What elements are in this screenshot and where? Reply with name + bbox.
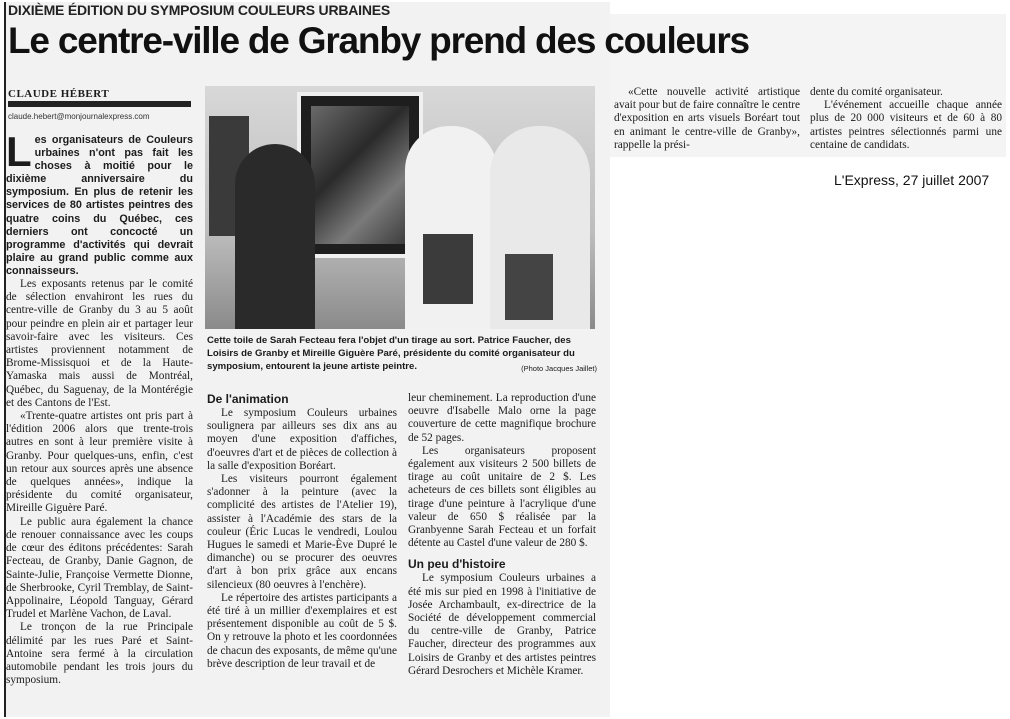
paragraph: Le tronçon de la rue Principale délimité par les rues Paré et Saint-Antoine sera fermé à la circulation automobile pendant les trois jours du symposium.: [6, 621, 193, 687]
paragraph: Le symposium Couleurs urbaines a été mis sur pied en 1998 à l'initiative de Josée Archambault, ex-directrice de la Société de développement commercial du centre-ville de Granby, Patrice Faucher, directeur des programmes aux Loisirs de Granby et des artistes peintres Gérard Desrochers et Michèle Kramer.: [408, 572, 596, 677]
headline: Le centre-ville de Granby prend des couleurs: [8, 20, 749, 61]
paragraph: Le symposium Couleurs urbaines soulignera par ailleurs ses dix ans au moyen d'une exposition d'affiches, d'oeuvres d'art et de pièces de collection à la salle d'exposition Boréart.: [207, 407, 397, 472]
paragraph: leur cheminement. La reproduction d'une oeuvre d'Isabelle Malo orne la page couverture de cette magnifique brochure de 52 pages.: [408, 392, 596, 444]
paragraph: Les visiteurs pourront également s'adonner à la peinture (avec la complicité des artistes de l'Atelier 19), assister à l'Académie des stars de la couleur (Éric Lucas le vendredi, Loulou Hugues le samedi et Marie-Ève Dupré le dimanche) ou se procurer des oeuvres d'art à bon prix grâce aux encans silencieux (80 oeuvres à l'enchère).: [207, 473, 397, 591]
byline-rule: [8, 101, 191, 107]
article-photo: [205, 86, 595, 329]
paragraph: L'événement accueille chaque année plus de 20 000 visiteurs et de 60 à 80 artistes peintres sélectionnés parmi une centaine de candidats.: [810, 99, 1002, 151]
byline: CLAUDE HÉBERT: [8, 88, 110, 100]
paragraph: Les exposants retenus par le comité de sélection envahiront les rues du centre-ville de Granby du 3 au 5 août pour peindre en plein air et partager leur savoir-faire avec les visiteurs. Ces artistes proviennent notamment de Brome-Missisquoi et de la Haute-Yamaska mais aussi de Montréal, Québec, du Saguenay, de la Montérégie et des Cantons de l'Est.: [6, 278, 193, 409]
column-1: [6, 128, 193, 687]
lead-text: es organisateurs de Couleurs urbaines n'ont pas fait les choses à moitié pour le dixième anniversaire du symposium. En plus de retenir les services de 80 artistes peintres des quatre coins du Québec, ces derniers ont concocté un programme d'activités qui devrait plaire au grand public comme aux connaisseurs.: [6, 134, 193, 277]
source-note: L'Express, 27 juillet 2007: [834, 172, 990, 188]
continuation-column-2: [810, 86, 1002, 152]
author-email: claude.hebert@monjournalexpress.com: [8, 112, 150, 121]
paragraph: «Trente-quatre artistes ont pris part à l'édition 2006 alors que trente-trois autres en sont à leur première visite à Granby. Pour quelques-uns, enfin, c'est un retour aux sources après une absence de quelques années», indique la présidente du comité organisateur, Mireille Giguère Paré.: [6, 410, 193, 515]
subheading: De l'animation: [207, 392, 289, 406]
photo-caption: [207, 334, 597, 375]
kicker: DIXIÈME ÉDITION DU SYMPOSIUM COULEURS URBAINES: [8, 2, 391, 18]
paragraph: dente du comité organisateur.: [810, 86, 943, 98]
paragraph: Le répertoire des artistes participants a été tiré à un millier d'exemplaires et est présentement disponible au coût de 5 $. On y retrouve la photo et les coordonnées de chacun des exposants, de même qu'une brève description de leur travail et de: [207, 591, 397, 670]
drop-cap: L: [6, 128, 32, 175]
column-2: [207, 392, 397, 671]
photo-shirt-print: [423, 234, 473, 304]
column-3: [408, 392, 596, 678]
lead-paragraph: [6, 128, 193, 278]
photo-credit: (Photo Jacques Jaillet): [521, 364, 597, 374]
paragraph: Le public aura également la chance de renouer connaissance avec les coups de cœur des éditons précédentes: Sarah Fecteau, de Granby, Danie Gagnon, de Sainte-Julie, Françoise Vermette Dionne, de Sherbrooke, Cyril Tremblay, de Saint-Appolinaire, Léopold Tanguay, Gérard Trudel et Marlène Vachon, de Laval.: [6, 515, 193, 621]
continuation-column-1: [614, 86, 800, 152]
caption-text: Cette toile de Sarah Fecteau fera l'objet d'un tirage au sort. Patrice Faucher, des Loisirs de Granby et Mireille Giguère Paré, présidente du comité organisateur du symposium, entourent la jeune artiste peintre.: [207, 335, 575, 373]
photo-painting: [311, 106, 409, 244]
paragraph: «Cette nouvelle activité artistique avait pour but de faire connaître le centre d'exposition en arts visuels Boréart tout en animant le centre-ville de Granby», rappelle la prési-: [614, 86, 800, 151]
subheading: Un peu d'histoire: [408, 557, 506, 572]
paragraph: Les organisateurs proposent également aux visiteurs 2 500 billets de tirage au coût unitaire de 2 $. Les acheteurs de ces billets sont éligibles au tirage d'une peinture à l'acrylique d'une valeur de 650 $ réalisée par la Granbyenne Sarah Fecteau et un forfait détente au Castel d'une valeur de 280 $.: [408, 444, 596, 550]
photo-person-artist: [235, 144, 315, 329]
photo-shirt-print: [505, 254, 553, 320]
